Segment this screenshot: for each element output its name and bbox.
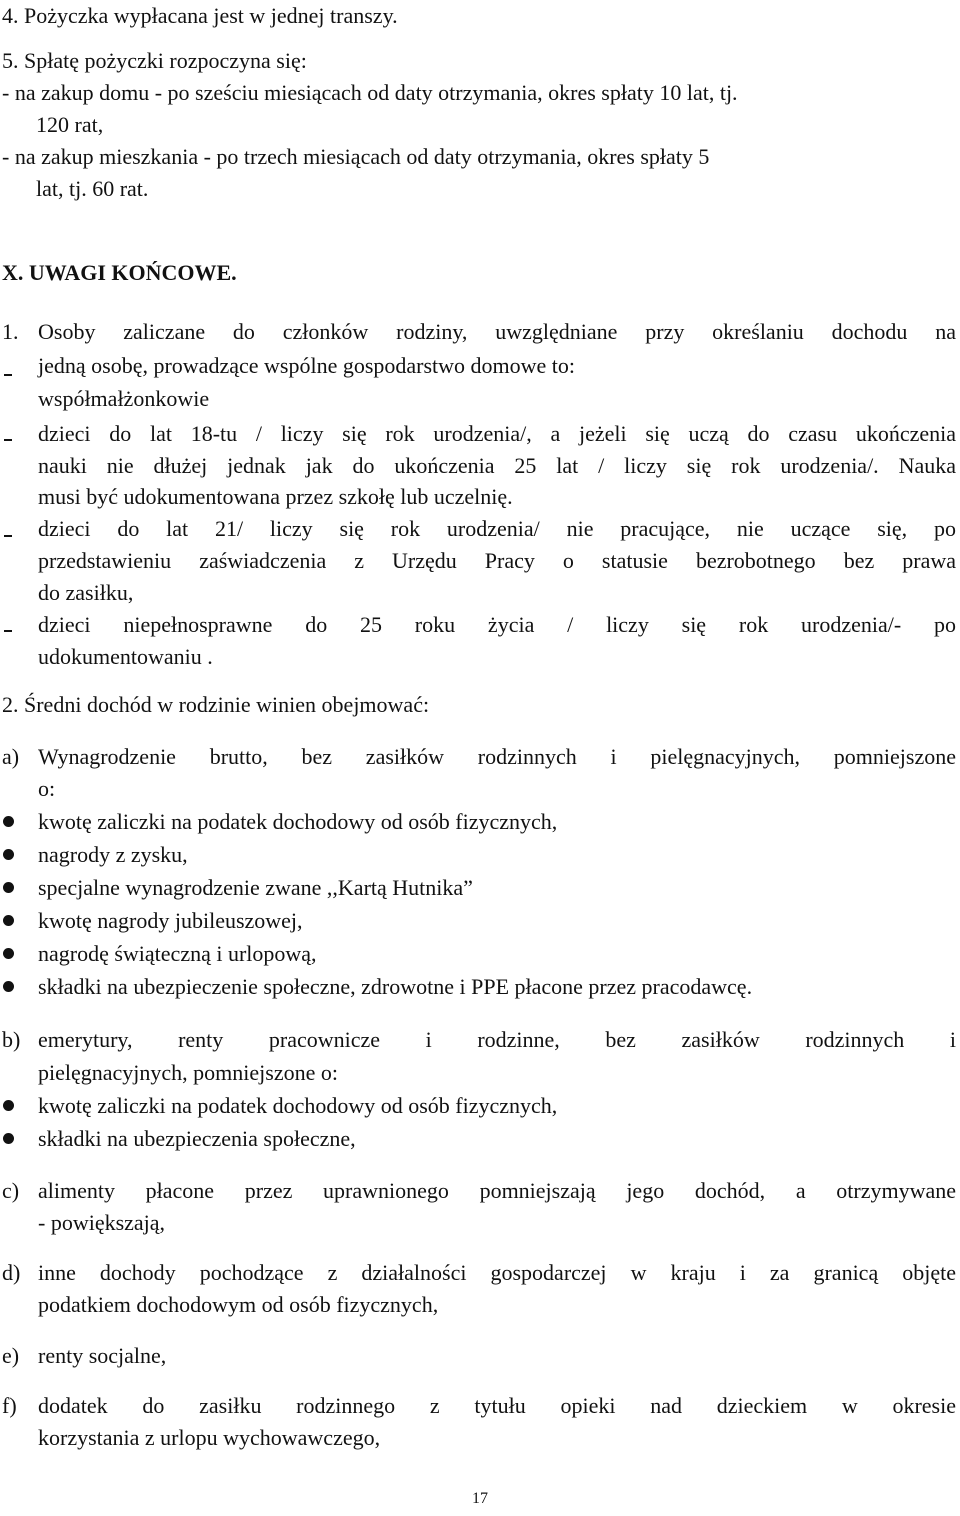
bullet-dot (3, 816, 14, 827)
p1-dash-4-line-1: dzieci niepełnosprawne do 25 roku życia / liczy się rok urodzenia/- po (38, 612, 956, 637)
item-a-line-1: Wynagrodzenie brutto, bez zasiłków rodzinnych i pielęgnacyjnych, pomniejszone (38, 744, 956, 769)
a-bullet-item: składki na ubezpieczenie społeczne, zdrowotne i PPE płacone przez pracodawcę. (38, 974, 753, 999)
bullet-dot (3, 1133, 14, 1144)
item-c-marker: c) (2, 1178, 20, 1203)
dash-marker (4, 630, 12, 632)
item-5-line-1: - na zakup domu - po sześciu miesiącach od daty otrzymania, okres spłaty 10 lat, tj. (2, 80, 738, 105)
a-bullet-item: nagrodę świąteczną i urlopową, (38, 941, 317, 966)
bullet-dot (3, 849, 14, 860)
p1-dash-2-line-2: nauki nie dłużej jednak jak do ukończenia 25 lat / liczy się rok urodzenia/. Nauka (38, 453, 956, 478)
item-d-line-2: podatkiem dochodowym od osób fizycznych, (38, 1292, 439, 1317)
dash-marker (4, 535, 12, 537)
item-f-line-2: korzystania z urlopu wychowawczego, (38, 1425, 381, 1450)
p2-title: 2. Średni dochód w rodzinie winien obejmować: (2, 692, 430, 717)
p1-line-2: jedną osobę, prowadzące wspólne gospodarstwo domowe to: (38, 353, 576, 378)
item-c-line-2: - powiększają, (38, 1210, 166, 1235)
item-d-marker: d) (2, 1260, 21, 1285)
bullet-dot (3, 948, 14, 959)
p1-number: 1. (2, 319, 19, 344)
section-heading: X. UWAGI KOŃCOWE. (2, 260, 237, 285)
bullet-dot (3, 882, 14, 893)
item-5-line-4: lat, tj. 60 rat. (36, 176, 149, 201)
item-4: 4. Pożyczka wypłacana jest w jednej transzy. (2, 3, 398, 28)
b-bullet-item: kwotę zaliczki na podatek dochodowy od osób fizycznych, (38, 1093, 558, 1118)
p1-dash-4-line-2: udokumentowaniu . (38, 644, 213, 669)
item-a-line-2: o: (38, 776, 56, 801)
item-5-line-2: 120 rat, (36, 112, 104, 137)
b-bullet-item: składki na ubezpieczenia społeczne, (38, 1126, 356, 1151)
bullet-dot (3, 1100, 14, 1111)
p1-line-1: Osoby zaliczane do członków rodziny, uwzględniane przy określaniu dochodu na (38, 319, 956, 344)
item-e-line-1: renty socjalne, (38, 1343, 167, 1368)
a-bullet-item: nagrody z zysku, (38, 842, 188, 867)
item-f-marker: f) (2, 1393, 17, 1418)
p1-dash-3-line-3: do zasiłku, (38, 580, 134, 605)
bullet-dot (3, 915, 14, 926)
dash-marker (4, 439, 12, 441)
bullet-dot (3, 981, 14, 992)
item-a-marker: a) (2, 744, 20, 769)
p1-dash-3-line-1: dzieci do lat 21/ liczy się rok urodzenia/ nie pracujące, nie uczące się, po (38, 516, 956, 541)
a-bullet-item: specjalne wynagrodzenie zwane ,,Kartą Hutnika” (38, 875, 473, 900)
p1-dash-2-line-1: dzieci do lat 18-tu / liczy się rok urodzenia/, a jeżeli się uczą do czasu ukończenia (38, 421, 956, 446)
p1-dash-3-line-2: przedstawieniu zaświadczenia z Urzędu Pracy o statusie bezrobotnego bez prawa (38, 548, 956, 573)
item-5-line-3: - na zakup mieszkania - po trzech miesiącach od daty otrzymania, okres spłaty 5 (2, 144, 710, 169)
item-c-line-1: alimenty płacone przez uprawnionego pomniejszają jego dochód, a otrzymywane (38, 1178, 956, 1203)
page-number: 17 (472, 1490, 488, 1507)
dash-marker (4, 374, 12, 376)
item-b-line-1: emerytury, renty pracownicze i rodzinne, bez zasiłków rodzinnych i (38, 1027, 956, 1052)
item-d-line-1: inne dochody pochodzące z działalności gospodarczej w kraju i za granicą objęte (38, 1260, 956, 1285)
item-b-line-2: pielęgnacyjnych, pomniejszone o: (38, 1060, 338, 1085)
p1-dash-1: współmałżonkowie (38, 386, 210, 411)
item-e-marker: e) (2, 1343, 20, 1368)
a-bullet-item: kwotę nagrody jubileuszowej, (38, 908, 303, 933)
a-bullet-item: kwotę zaliczki na podatek dochodowy od osób fizycznych, (38, 809, 558, 834)
item-5-title: 5. Spłatę pożyczki rozpoczyna się: (2, 48, 307, 73)
item-f-line-1: dodatek do zasiłku rodzinnego z tytułu opieki nad dzieckiem w okresie (38, 1393, 956, 1418)
item-b-marker: b) (2, 1027, 21, 1052)
p1-dash-2-line-3: musi być udokumentowana przez szkołę lub uczelnię. (38, 484, 513, 509)
